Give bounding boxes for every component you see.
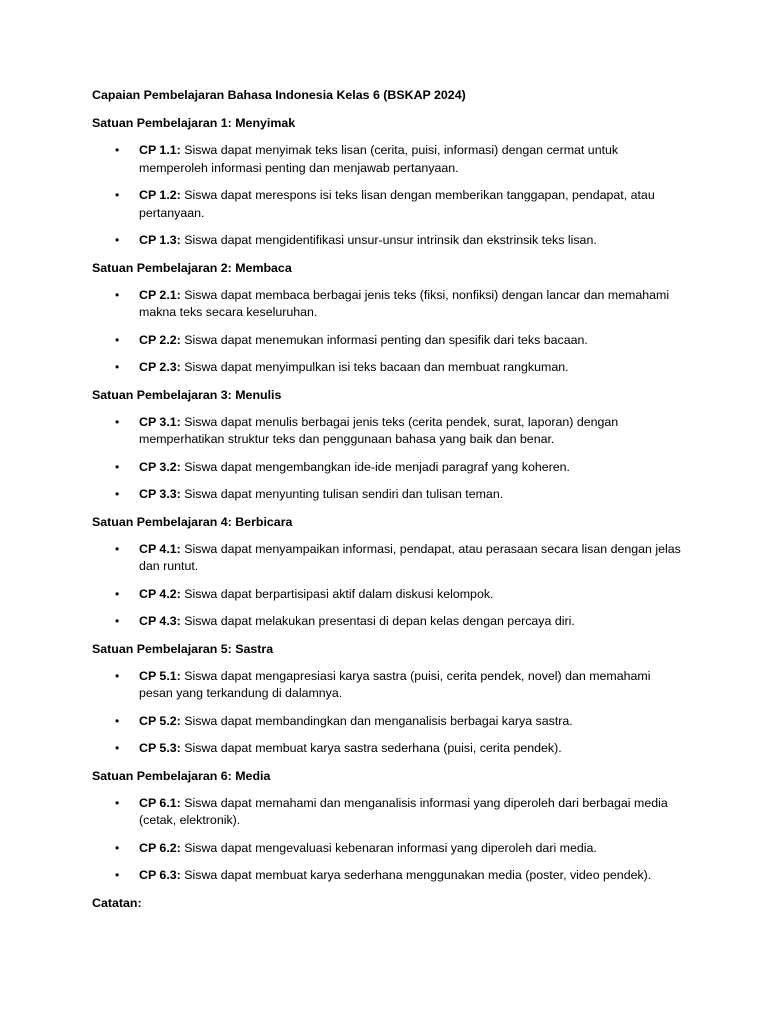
list-item — [92, 668, 682, 703]
bullet-icon: • — [115, 741, 120, 755]
list-item — [92, 232, 682, 250]
bullet-icon: • — [115, 668, 120, 683]
bullet-icon: • — [115, 795, 120, 810]
outcome-text: Siswa dapat memahami dan menganalisis informasi yang diperoleh dari berbagai media (cetak, elektronik). — [139, 795, 668, 827]
list-item — [92, 795, 682, 830]
outcome-code: CP 6.1: — [139, 795, 181, 810]
bullet-icon: • — [115, 360, 120, 374]
learning-outcome-list — [92, 414, 682, 504]
outcome-code: CP 5.2: — [139, 713, 181, 728]
bullet-icon: • — [115, 188, 120, 202]
list-item — [92, 414, 682, 449]
list-item — [92, 586, 682, 604]
outcome-text: Siswa dapat membuat karya sederhana menggunakan media (poster, video pendek). — [184, 868, 652, 882]
outcome-text: Siswa dapat mengapresiasi karya sastra (puisi, cerita pendek, novel) dan memahami pesan yang terkandung di dalamnya. — [139, 668, 651, 700]
outcome-text: Siswa dapat membuat karya sastra sederhana (puisi, cerita pendek). — [184, 741, 562, 755]
outcome-code: CP 2.1: — [139, 287, 181, 302]
outcome-text: Siswa dapat menyampaikan informasi, pendapat, atau perasaan secara lisan dengan jelas dan runtut. — [139, 541, 681, 573]
bullet-icon: • — [115, 713, 120, 728]
outcome-text: Siswa dapat mengidentifikasi unsur-unsur intrinsik dan ekstrinsik teks lisan. — [184, 233, 597, 247]
bullet-icon: • — [115, 541, 120, 556]
list-item — [92, 840, 682, 858]
list-item — [92, 740, 682, 758]
outcome-code: CP 4.1: — [139, 541, 181, 556]
document-title: Capaian Pembelajaran Bahasa Indonesia Kelas 6 (BSKAP 2024) — [92, 88, 466, 102]
outcome-text: Siswa dapat berpartisipasi aktif dalam diskusi kelompok. — [184, 586, 494, 601]
document-page — [92, 87, 682, 912]
learning-outcome-list — [92, 795, 682, 885]
section-heading: Satuan Pembelajaran 4: Berbicara — [92, 514, 293, 529]
list-item — [92, 142, 682, 177]
bullet-icon: • — [115, 287, 120, 302]
section-heading: Satuan Pembelajaran 6: Media — [92, 768, 271, 783]
outcome-code: CP 2.2: — [139, 332, 181, 347]
outcome-text: Siswa dapat menyimak teks lisan (cerita, puisi, informasi) dengan cermat untuk memperoleh informasi penting dan menjawab pertanyaan. — [139, 143, 619, 175]
outcome-code: CP 3.2: — [139, 459, 181, 474]
list-item — [92, 187, 682, 222]
bullet-icon: • — [115, 614, 120, 628]
outcome-text: Siswa dapat membandingkan dan menganalisis berbagai karya sastra. — [184, 713, 573, 728]
bullet-icon: • — [115, 840, 120, 855]
outcome-code: CP 4.3: — [139, 614, 181, 628]
bullet-icon: • — [115, 586, 120, 601]
outcome-text: Siswa dapat menyimpulkan isi teks bacaan dan membuat rangkuman. — [184, 360, 569, 374]
outcome-code: CP 2.3: — [139, 360, 181, 374]
list-item — [92, 359, 682, 377]
section-heading: Satuan Pembelajaran 3: Menulis — [92, 387, 282, 402]
outcome-text: Siswa dapat mengembangkan ide-ide menjadi paragraf yang koheren. — [184, 459, 570, 474]
list-item — [92, 332, 682, 350]
outcome-text: Siswa dapat mengevaluasi kebenaran informasi yang diperoleh dari media. — [184, 840, 597, 855]
outcome-text: Siswa dapat melakukan presentasi di depan kelas dengan percaya diri. — [184, 614, 575, 628]
list-item — [92, 486, 682, 504]
list-item — [92, 713, 682, 731]
bullet-icon: • — [115, 487, 120, 501]
outcome-code: CP 4.2: — [139, 586, 181, 601]
outcome-text: Siswa dapat menemukan informasi penting dan spesifik dari teks bacaan. — [184, 332, 588, 347]
section-heading: Satuan Pembelajaran 1: Menyimak — [92, 116, 296, 130]
list-item — [92, 867, 682, 885]
bullet-icon: • — [115, 414, 120, 429]
outcome-text: Siswa dapat membaca berbagai jenis teks (fiksi, nonfiksi) dengan lancar dan memahami makna teks secara keseluruhan. — [139, 287, 670, 319]
list-item — [92, 459, 682, 477]
section-heading: Satuan Pembelajaran 2: Membaca — [92, 260, 292, 275]
outcome-code: CP 1.3: — [139, 233, 181, 247]
bullet-icon: • — [115, 332, 120, 347]
outcome-code: CP 5.3: — [139, 741, 181, 755]
outcome-text: Siswa dapat menyunting tulisan sendiri dan tulisan teman. — [184, 487, 504, 501]
bullet-icon: • — [115, 459, 120, 474]
outcome-code: CP 3.3: — [139, 487, 181, 501]
outcome-text: Siswa dapat menulis berbagai jenis teks (cerita pendek, surat, laporan) dengan memperhatikan struktur teks dan penggunaan bahasa yang baik dan benar. — [139, 414, 619, 446]
outcome-code: CP 6.2: — [139, 840, 181, 855]
learning-outcome-list — [92, 668, 682, 758]
list-item — [92, 541, 682, 576]
sections-container — [92, 115, 682, 885]
outcome-code: CP 5.1: — [139, 668, 181, 683]
outcome-text: Siswa dapat merespons isi teks lisan dengan memberikan tanggapan, pendapat, atau pertanyaan. — [139, 188, 655, 220]
outcome-code: CP 1.2: — [139, 188, 181, 202]
outcome-code: CP 3.1: — [139, 414, 181, 429]
list-item — [92, 287, 682, 322]
learning-outcome-list — [92, 287, 682, 377]
outcome-code: CP 1.1: — [139, 143, 181, 157]
bullet-icon: • — [115, 233, 120, 247]
outcome-code: CP 6.3: — [139, 868, 181, 882]
learning-outcome-list — [92, 541, 682, 631]
section-heading: Satuan Pembelajaran 5: Sastra — [92, 641, 274, 656]
list-item — [92, 613, 682, 631]
learning-outcome-list — [92, 142, 682, 250]
bullet-icon: • — [115, 143, 120, 157]
notes-heading: Catatan: — [92, 895, 142, 910]
bullet-icon: • — [115, 868, 120, 882]
